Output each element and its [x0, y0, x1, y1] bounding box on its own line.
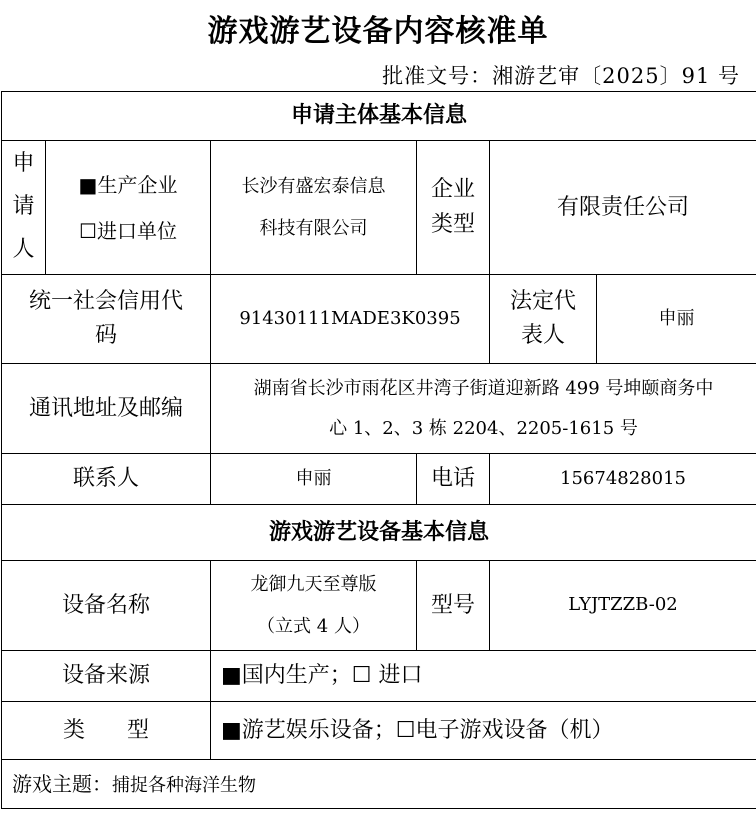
type-row [2, 702, 756, 760]
credit-code-row [2, 275, 756, 364]
approval-number: 批准文号：湘游艺审〔2025〕91 号 [382, 64, 740, 88]
theme-value: 捕捉各种海洋生物 [112, 774, 256, 796]
phone-value: 15674828015 [490, 454, 756, 505]
credit-code-value: 91430111MADE3K0395 [211, 275, 490, 364]
approval-form-table [1, 91, 756, 809]
theme-row [2, 760, 756, 809]
checkbox-production-checked[interactable]: ■生产企业 [78, 172, 178, 197]
section-title-device: 游戏游艺设备基本信息 [2, 505, 756, 561]
document-title: 游戏游艺设备内容核准单 [207, 14, 549, 49]
address-row [2, 364, 756, 454]
enterprise-type-label: 企业 类型 [417, 141, 490, 275]
type-label: 类 型 [2, 702, 211, 760]
legal-rep-label: 法定代 表人 [490, 275, 597, 364]
credit-code-label: 统一社会信用代 码 [2, 275, 211, 364]
address-value: 湖南省长沙市雨花区井湾子街道迎新路 499 号坤颐商务中 心 1、2、3 栋 2204、2205-1615 号 [211, 364, 756, 454]
applicant-label: 申 请 人 [2, 141, 46, 275]
source-options[interactable]: ■国内生产；☐ 进口 [211, 651, 756, 702]
checkbox-import-unchecked[interactable]: ☐进口单位 [79, 218, 177, 243]
model-value: LYJTZZB-02 [490, 561, 756, 651]
applicant-type-options [46, 141, 211, 275]
game-theme [2, 760, 756, 809]
device-name-value: 龙御九天至尊版 （立式 4 人） [211, 561, 417, 651]
enterprise-type-value: 有限责任公司 [490, 141, 756, 275]
type-options[interactable]: ■游艺娱乐设备；☐电子游戏设备（机） [211, 702, 756, 760]
contact-value: 申丽 [211, 454, 417, 505]
address-label: 通讯地址及邮编 [2, 364, 211, 454]
source-label: 设备来源 [2, 651, 211, 702]
phone-label: 电话 [417, 454, 490, 505]
device-name-row [2, 561, 756, 651]
theme-label: 游戏主题： [12, 771, 112, 796]
company-name: 长沙有盛宏泰信息 科技有限公司 [211, 141, 417, 275]
model-label: 型号 [417, 561, 490, 651]
applicant-row [2, 141, 756, 275]
section-title-applicant: 申请主体基本信息 [2, 92, 756, 141]
contact-label: 联系人 [2, 454, 211, 505]
legal-rep-value: 申丽 [597, 275, 756, 364]
source-row [2, 651, 756, 702]
section-header-row [2, 505, 756, 561]
device-name-label: 设备名称 [2, 561, 211, 651]
contact-row [2, 454, 756, 505]
section-header-row [2, 92, 756, 141]
